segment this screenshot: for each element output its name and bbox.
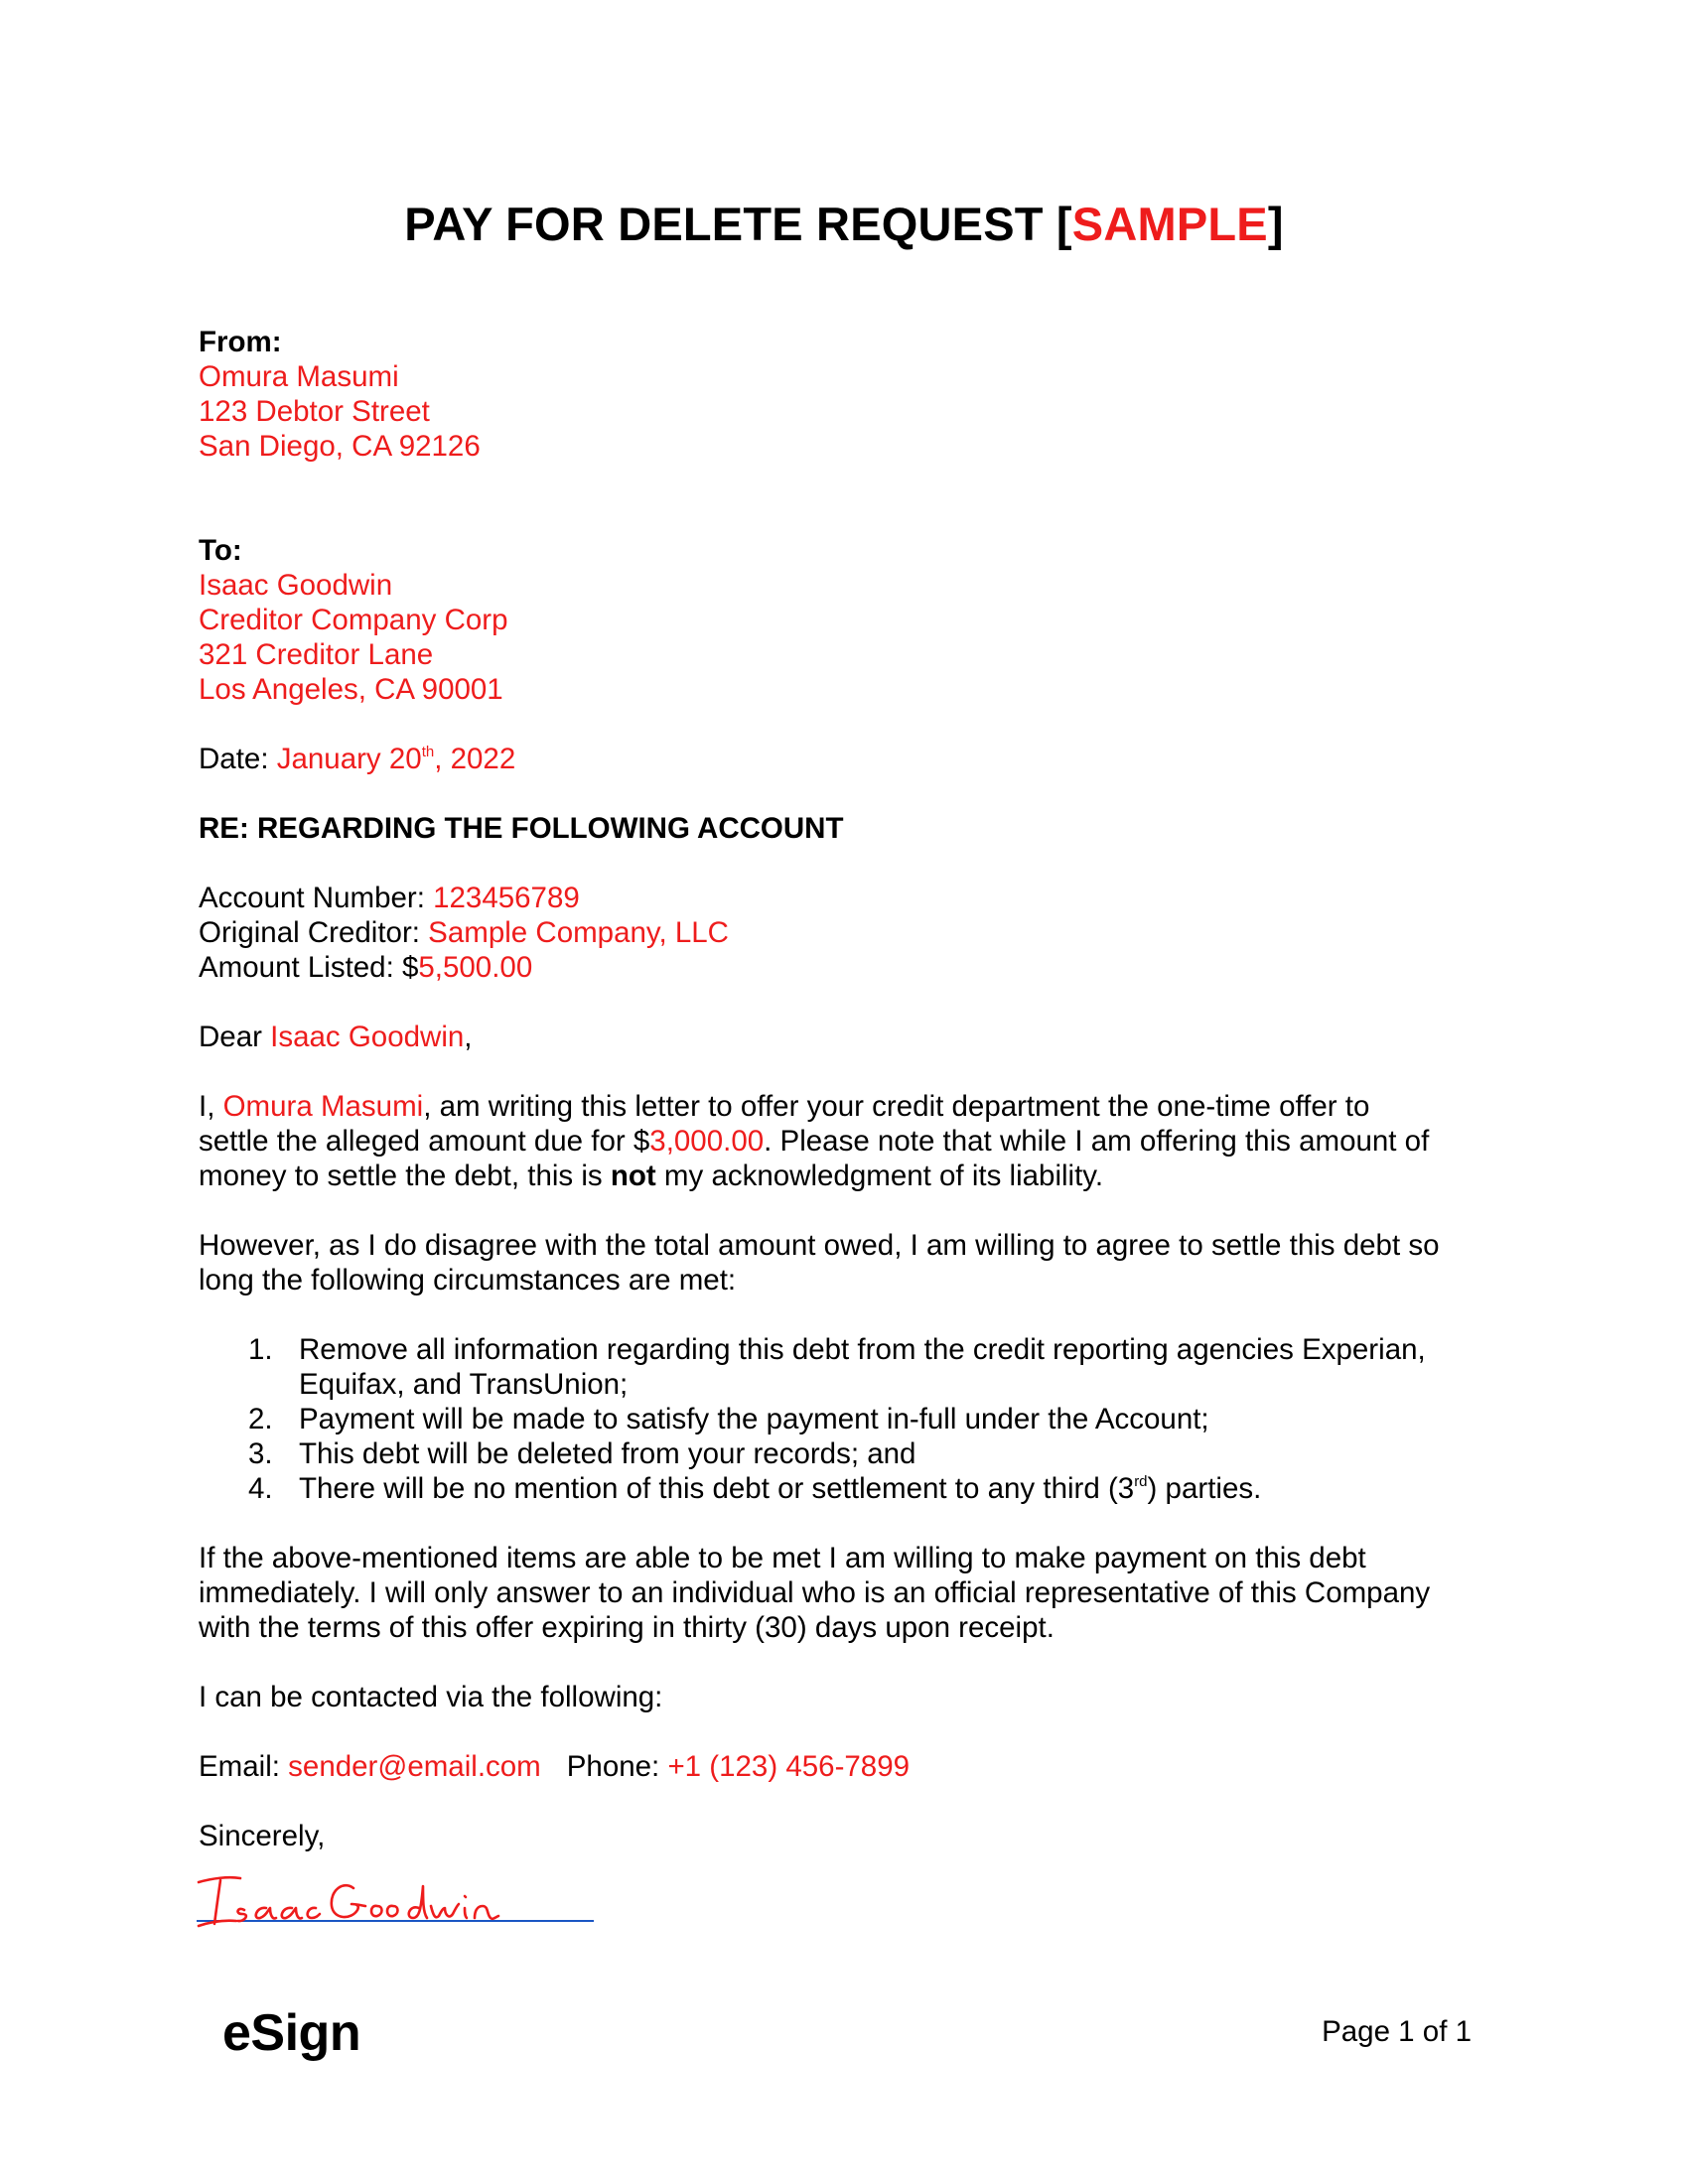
phone-number: +1 (123) 456-7899: [667, 1750, 911, 1783]
list-item: 4. There will be no mention of this debt or settlement to any third (3rd) parties.: [248, 1472, 1262, 1505]
amount-listed: 5,500.00: [418, 951, 533, 984]
account-block: [199, 881, 1499, 985]
recipient-city: Los Angeles, CA 90001: [199, 673, 503, 706]
account-number-label: Account Number:: [199, 882, 434, 914]
from-block: [199, 325, 1499, 464]
account-number: 123456789: [433, 882, 580, 914]
sender-street: 123 Debtor Street: [199, 395, 430, 428]
email-link[interactable]: sender@email.com: [288, 1750, 541, 1783]
amount-listed-label: Amount Listed: $: [199, 951, 419, 984]
recipient-company: Creditor Company Corp: [199, 604, 508, 636]
list-item: 2. Payment will be made to satisfy the payment in-full under the Account;: [248, 1403, 1209, 1435]
to-block: [199, 533, 1499, 707]
recipient-street: 321 Creditor Lane: [199, 638, 434, 671]
sender-name: Omura Masumi: [199, 360, 399, 393]
date-value: January 20th, 2022: [276, 743, 516, 775]
email-label: Email:: [199, 1750, 289, 1783]
document-title: [0, 195, 1688, 254]
paragraph-terms: If the above-mentioned items are able to be met I am willing to make payment on this debt immediately. I will only answer to an individual who is an official representative of this Company with the terms of this offer expiring in thirty (30) days upon receipt.: [199, 1542, 1431, 1644]
title-text: PAY FOR DELETE REQUEST [: [404, 198, 1072, 250]
phone-label: Phone:: [566, 1750, 668, 1783]
date-label: Date:: [199, 743, 277, 775]
page-number: Page 1 of 1: [1322, 2015, 1472, 2048]
offer-sender-name: Omura Masumi: [222, 1090, 424, 1123]
paragraph-disagree: However, as I do disagree with the total amount owed, I am willing to agree to settle this debt so long the following circumstances are met:: [199, 1229, 1440, 1297]
salutation-name: Isaac Goodwin: [270, 1021, 465, 1053]
original-creditor-label: Original Creditor:: [199, 916, 429, 949]
list-item: 1. Remove all information regarding this debt from the credit reporting agencies Experian, Equifax, and TransUnion;: [248, 1333, 1426, 1401]
conditions-list: [199, 1332, 1499, 1506]
recipient-name: Isaac Goodwin: [199, 569, 393, 602]
original-creditor: Sample Company, LLC: [428, 916, 729, 949]
signature: [195, 1866, 596, 1936]
esign-logo: eSign: [222, 2004, 361, 2062]
paragraph-offer: I, Omura Masumi, am writing this letter to offer your credit department the one-time offer to settle the alleged amount due for $3,000.00. Please note that while I am offering this amount of money to settle the debt, this is not my acknowledgment of its liability.: [199, 1090, 1430, 1192]
closing: Sincerely,: [199, 1820, 326, 1852]
list-item: 3. This debt will be deleted from your records; and: [248, 1437, 916, 1470]
offer-amount: 3,000.00: [649, 1125, 765, 1158]
title-close-bracket: ]: [1267, 198, 1284, 250]
from-label: From:: [199, 326, 282, 358]
handwritten-signature: [199, 1877, 498, 1926]
not-emphasis: not: [610, 1160, 656, 1192]
sender-city: San Diego, CA 92126: [199, 430, 481, 463]
title-sample-label: SAMPLE: [1071, 198, 1268, 250]
to-label: To:: [199, 534, 242, 567]
salutation: Dear Isaac Goodwin,: [199, 1021, 473, 1053]
contact-intro: I can be contacted via the following:: [199, 1681, 663, 1713]
date-line: [199, 742, 1499, 776]
contact-line: [199, 1749, 1499, 1784]
re-line: RE: REGARDING THE FOLLOWING ACCOUNT: [199, 812, 844, 845]
